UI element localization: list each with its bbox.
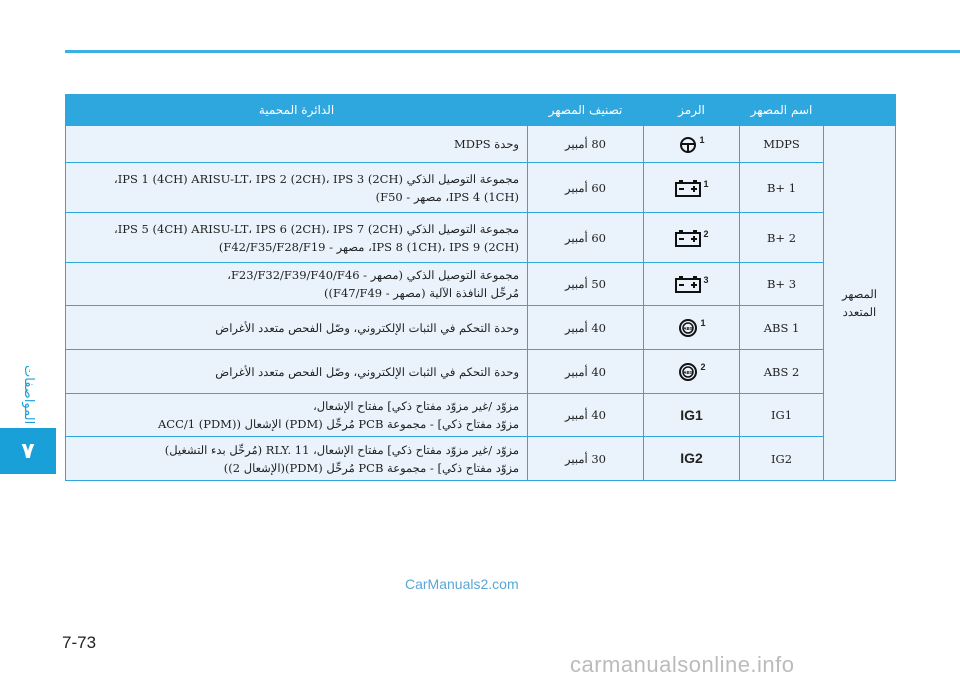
symbol-index: 1 <box>699 135 705 145</box>
symbol-cell <box>644 350 740 394</box>
fuse-rating: 40 أمبير <box>565 320 606 335</box>
fuse-rating: 40 أمبير <box>565 408 606 422</box>
fuse-name-cell <box>740 126 824 163</box>
battery-icon <box>674 229 702 252</box>
table-row <box>66 213 896 263</box>
symbol-cell <box>644 213 740 263</box>
circuit-line: مجموعة التوصيل الذكي IPS 1 (4CH) ARISU-LT، IPS 2 (2CH)، IPS 3 (2CH)، <box>114 171 519 186</box>
symbol-cell <box>644 437 740 481</box>
circuit-line: مجموعة التوصيل الذكي (مصهر - F23/F32/F39/F40/F46، <box>227 268 519 282</box>
fuse-rating-cell <box>528 263 644 306</box>
protected-circuit-cell <box>66 437 528 481</box>
table-row <box>66 163 896 213</box>
fuse-name: IG2 <box>770 451 793 466</box>
fuse-name: ABS 2 <box>763 364 800 379</box>
fuse-table <box>65 94 896 481</box>
fuse-rating: 40 أمبير <box>565 364 606 379</box>
circuit-line: IPS 4 (1CH)، مصهر - F50) <box>375 189 519 204</box>
fuse-rating-cell <box>528 163 644 213</box>
header-symbol: الرمز <box>644 95 740 126</box>
svg-text:ABS: ABS <box>683 325 694 331</box>
table-row <box>66 437 896 481</box>
circuit-line: مزوّد /غير مزوّد مفتاح ذكي] مفتاح الإشعال، <box>313 399 519 413</box>
protected-circuit-cell <box>66 213 528 263</box>
chapter-tab[interactable]: ٧ <box>0 428 56 474</box>
fuse-name-cell <box>740 306 824 350</box>
fuse-name: B+ 2 <box>766 230 797 245</box>
fuse-name: B+ 3 <box>766 277 797 291</box>
table-row <box>66 263 896 306</box>
circuit-line: IPS 8 (1CH)، IPS 9 (2CH)، مصهر - F42/F35/F28/F19) <box>218 239 519 254</box>
symbol-index: 1 <box>700 317 706 328</box>
svg-text:ABS: ABS <box>683 369 694 375</box>
circuit-line: وحدة التحكم في الثبات الإلكتروني، وصّل الفحص متعدد الأغراض <box>215 364 519 379</box>
fuse-rating-cell <box>528 437 644 481</box>
fuse-name: ABS 1 <box>763 320 800 335</box>
header-fuse-name: اسم المصهر <box>740 95 824 126</box>
protected-circuit-cell <box>66 126 528 163</box>
fuse-rating: 60 أمبير <box>565 180 606 195</box>
protected-circuit-cell <box>66 306 528 350</box>
fuse-name-cell <box>740 394 824 437</box>
ig-symbol: IG2 <box>680 450 703 466</box>
symbol-index: 2 <box>703 228 709 239</box>
symbol-cell <box>644 263 740 306</box>
group-label: المصهر المتعدد <box>842 287 877 319</box>
group-label-cell <box>824 126 896 481</box>
fuse-rating: 80 أمبير <box>565 137 606 151</box>
table-row <box>66 394 896 437</box>
fuse-rating: 30 أمبير <box>565 451 606 466</box>
circuit-line: وحدة التحكم في الثبات الإلكتروني، وصّل الفحص متعدد الأغراض <box>215 320 519 335</box>
side-tab-label: المواصفات <box>21 365 36 425</box>
ig-symbol: IG1 <box>680 406 703 423</box>
top-divider-line <box>65 50 960 53</box>
circuit-line: وحدة MDPS <box>453 137 519 151</box>
fuse-name-cell <box>740 350 824 394</box>
protected-circuit-cell <box>66 350 528 394</box>
table-row <box>66 350 896 394</box>
fuse-rating-cell <box>528 306 644 350</box>
protected-circuit-cell <box>66 394 528 437</box>
fuse-rating: 60 أمبير <box>565 230 606 245</box>
circuit-line: مزوّد /غير مزوّد مفتاح ذكي] مفتاح الإشعال، RLY. 11 (مُرحِّل بدء التشغيل) <box>164 442 519 457</box>
fuse-rating: 50 أمبير <box>565 277 606 291</box>
header-group <box>824 95 896 126</box>
circuit-line: مُرحِّل النافذة الآلية (مصهر - F47/F49)) <box>324 286 519 300</box>
abs-icon <box>677 362 699 387</box>
fuse-name-cell <box>740 263 824 306</box>
fuse-rating-cell <box>528 213 644 263</box>
protected-circuit-cell <box>66 263 528 306</box>
header-protected-circuit: الدائرة المحمية <box>66 95 528 126</box>
symbol-index: 2 <box>700 361 706 372</box>
table-header-row <box>66 95 896 126</box>
circuit-line: مزوّد مفتاح ذكي] - مجموعة PCB مُرحِّل (PDM)(الإشعال 2)) <box>223 460 519 475</box>
symbol-cell <box>644 306 740 350</box>
circuit-line: مجموعة التوصيل الذكي IPS 5 (4CH) ARISU-LT، IPS 6 (2CH)، IPS 7 (2CH)، <box>114 221 519 236</box>
battery-icon <box>674 275 702 298</box>
header-fuse-rating: تصنيف المصهر <box>528 95 644 126</box>
symbol-index: 3 <box>703 275 709 285</box>
fuse-rating-cell <box>528 394 644 437</box>
protected-circuit-cell <box>66 163 528 213</box>
fuse-name: B+ 1 <box>766 180 797 195</box>
symbol-cell <box>644 126 740 163</box>
abs-icon <box>677 318 699 343</box>
steering-wheel-icon <box>678 135 698 158</box>
table-row <box>66 306 896 350</box>
fuse-name-cell <box>740 213 824 263</box>
circuit-line: مزوّد مفتاح ذكي] - مجموعة PCB مُرحِّل (PDM) الإشعال (ACC/1 (PDM) <box>157 417 519 431</box>
page-number: 7-73 <box>62 633 97 652</box>
fuse-name: MDPS <box>763 137 800 151</box>
fuse-rating-cell <box>528 126 644 163</box>
fuse-name-cell <box>740 163 824 213</box>
symbol-index: 1 <box>703 178 709 189</box>
symbol-cell <box>644 163 740 213</box>
fuse-rating-cell <box>528 350 644 394</box>
fuse-name: IG1 <box>770 408 793 422</box>
table-row <box>66 126 896 163</box>
symbol-cell <box>644 394 740 437</box>
battery-icon <box>674 179 702 202</box>
fuse-name-cell <box>740 437 824 481</box>
footer-watermark: carmanualsonline.info <box>570 652 795 677</box>
watermark-text: CarManuals2.com <box>405 576 519 592</box>
